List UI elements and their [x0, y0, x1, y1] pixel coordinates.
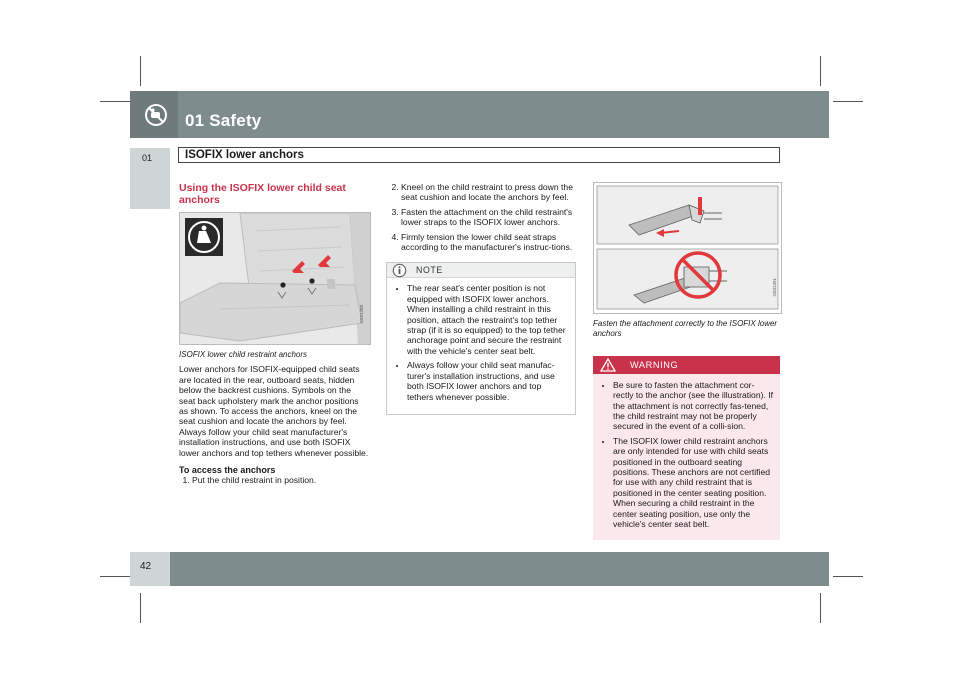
column-1: [179, 182, 369, 486]
figure-caption: Fasten the attachment correctly to the ISOFIX lower anchors: [593, 319, 778, 339]
child-seat-symbol-icon: [185, 218, 223, 256]
figure-code: G031391: [772, 278, 777, 297]
note-box: [386, 262, 576, 414]
step-item: 1. Put the child restraint in position.: [192, 475, 369, 485]
footer-bar: [130, 552, 829, 586]
crop-mark: [833, 576, 863, 577]
note-item: • The rear seat's center position is not equipped with ISOFIX lower anchors. When installing a child restraint in this position, attach the restraint's top tether strap (if it is so equipped) to the top tether anchorage point and secure the restraint with the vehicle's center seat belt.: [407, 283, 568, 356]
warning-header: [593, 356, 780, 374]
warning-list: [600, 380, 773, 530]
anchor-attachment-figure: [593, 182, 782, 314]
access-heading: To access the anchors: [179, 465, 276, 476]
section-title: ISOFIX lower anchors: [185, 149, 304, 161]
note-label: NOTE: [416, 265, 443, 276]
crop-mark: [100, 101, 130, 102]
crop-mark: [140, 56, 141, 86]
column-2: [386, 182, 576, 415]
subheading: Using the ISOFIX lower child seat anchors: [179, 182, 346, 206]
section-title-box: [178, 147, 780, 163]
crop-mark: [820, 56, 821, 86]
figure-code: G031388: [359, 305, 364, 324]
note-item: • Always follow your child seat manufac-turer's installation instructions, and use both ISOFIX lower anchors and top tethers whenever possible.: [407, 360, 568, 402]
warning-triangle-icon: [600, 358, 616, 372]
info-icon: [392, 263, 407, 278]
step-item: 2. Kneel on the child restraint to press down the seat cushion and locate the anchors by feel.: [401, 182, 576, 203]
note-header: [387, 263, 575, 278]
crop-mark: [820, 593, 821, 623]
airbag-off-icon: [144, 103, 168, 127]
warning-item: • The ISOFIX lower child restraint anchors are only intended for use with child seats positioned in the outboard seating positions. These anchors are not certified for use with any child restraint that is positioned in the center seating position. When securing a child restraint in the center seating position, use only the vehicle's center seat belt.: [613, 436, 773, 530]
seat-anchor-figure: [179, 212, 371, 345]
note-body: [387, 278, 575, 413]
step-item: 4. Firmly tension the lower child seat straps according to the manufacturer's instruc-tions.: [401, 232, 576, 253]
crop-mark: [100, 576, 130, 577]
warning-label: WARNING: [630, 359, 679, 370]
step-list-start: [179, 475, 369, 485]
crop-mark: [140, 593, 141, 623]
side-chapter-label: 01: [142, 153, 153, 163]
step-list-continued: [386, 182, 576, 252]
step-item: 3. Fasten the attachment on the child restraint's lower straps to the ISOFIX lower anchors.: [401, 207, 576, 228]
warning-item: • Be sure to fasten the attachment cor-rectly to the anchor (see the illustration). If the attachment is not correctly fas-tened, the child restraint may not be properly secured in the event of a colli-sion.: [613, 380, 773, 432]
column-3: [593, 182, 780, 540]
warning-body: [593, 374, 780, 540]
warning-box: [593, 356, 780, 540]
crop-mark: [833, 101, 863, 102]
figure-caption: ISOFIX lower child restraint anchors: [179, 350, 308, 359]
note-list: [394, 283, 568, 401]
attachment-illustration: [594, 183, 781, 313]
page-number: 42: [140, 561, 152, 572]
chapter-title: 01 Safety: [185, 111, 262, 130]
intro-paragraph: Lower anchors for ISOFIX-equipped child seats are located in the rear, outboard seats, hidden below the backrest cushions. Symbols on the seat back upholstery mark the anchor positions as shown. To access the anchors, kneel on the seat cushion and locate the anchors by feel. Always follow your child seat manufacturer's installation instructions, and use both ISOFIX lower anchors and top tethers whenever possible.: [179, 364, 369, 458]
